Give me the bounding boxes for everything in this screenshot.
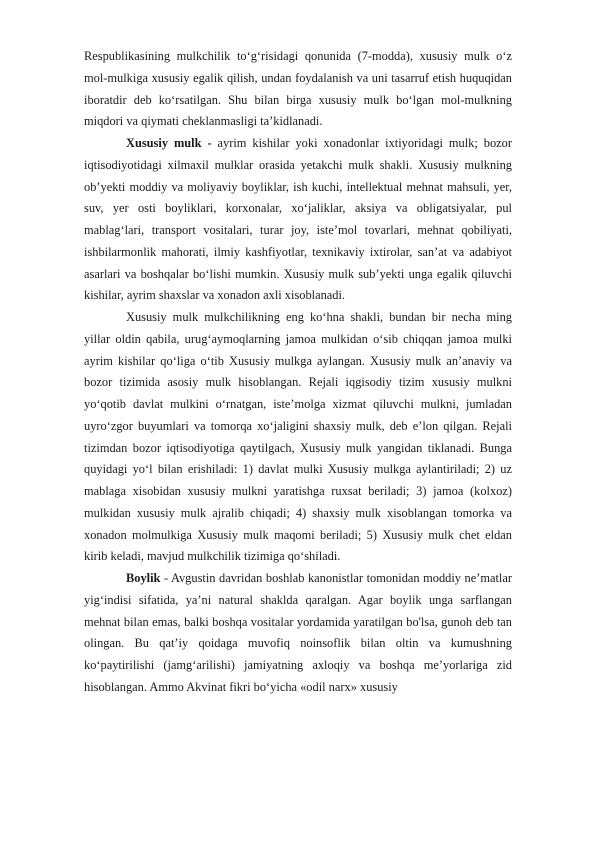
paragraph-2-term: Xususiy mulk - bbox=[126, 136, 212, 150]
paragraph-3 bbox=[84, 307, 512, 568]
paragraph-3-text: Xususiy mulk mulkchilikning eng ko‘hna shakli, bundan bir necha ming yillar oldin qabila, urug‘aymoqlarning jamoa mulkidan o‘sib chiqqan jamoa mulki ayrim kishilar qo‘liga o‘tib Xususiy mulkga aylangan. Xususiy mulk an’anaviy va bozor tizimida asosiy mulk hisoblangan. Rejali iqgisodiy tizim xususiy mulkni yo‘qotib davlat mulkini o‘rnatgan, iste’molga xizmat qiluvchi mulkni, jumladan uyro‘zgor buyumlari va tomorqa xo‘jaligini shaxsiy mulk, deb e’lon qilgan. Rejali tizimdan bozor iqtisodiyotiga qaytilgach, Xususiy mulk yangidan tiklanadi. Bunga quyidagi yo‘l bilan erishiladi: 1) davlat mulki Xususiy mulkga aylantiriladi; 2) uz mablaga xisobidan xususiy mulkni yaratishga ruxsat beriladi; 3) jamoa (kolxoz) mulkidan xususiy mulk ajralib chiqadi; 4) shaxsiy mulk xisoblangan tomorka va xonadon molmulkiga Xususiy mulk maqomi beriladi; 5) Xususiy mulk chet eldan kirib keladi, mavjud mulkchilik tizimiga qo‘shiladi. bbox=[84, 310, 512, 564]
paragraph-2 bbox=[84, 133, 512, 307]
paragraph-4 bbox=[84, 568, 512, 699]
paragraph-1 bbox=[84, 46, 512, 133]
paragraph-4-term: Boylik bbox=[126, 571, 161, 585]
paragraph-1-text: Respublikasining mulkchilik to‘g‘risidagi qonunida (7-modda), xususiy mulk o‘z mol-mulkiga xususiy egalik qilish, undan foydalanish va uni tasarruf etish huquqidan iboratdir deb ko‘rsatilgan. Shu bilan birga xususiy mulk bo‘lgan mol-mulkning miqdori va qiymati cheklanmasligi ta’kidlanadi. bbox=[84, 49, 512, 129]
paragraph-4-text: - Avgustin davridan boshlab kanonistlar tomonidan moddiy ne’matlar yig‘indisi sifatida, ya’ni natural shaklda qaralgan. Agar boylik unga sarflangan mehnat bilan emas, balki boshqa vositalar yordamida yaratilgan bo'lsa, gunoh deb tan olingan. Bu qat’iy qoidaga muvofiq noinsoflik bilan oltin va kumushning ko‘paytirilishi (jamg‘arilishi) jamiyatning axloqiy va boshqa me’yorlariga zid hisoblangan. Ammo Akvinat fikri bo‘yicha «odil narx» xususiy bbox=[84, 571, 512, 694]
paragraph-2-text: ayrim kishilar yoki xonadonlar ixtiyoridagi mulk; bozor iqtisodiyotidagi xilmaxil mulklar orasida yetakchi mulk shakli. Xususiy mulkning ob’yekti moddiy va moliyaviy boyliklar, ish kuchi, intellektual mehnat mahsuli, yer, suv, yer osti boyliklari, korxonalar, xo‘jaliklar, aksiya va obligatsiyalar, pul mablag‘lari, transport vositalari, turar joy, iste’mol tovarlari, mehnat qobiliyati, ishbilarmonlik mahorati, ilmiy kashfiyotlar, texnikaviy ixtirolar, san’at va adabiyot asarlari va boshqalar bo‘lishi mumkin. Xususiy mulk sub’yekti unga egalik qiluvchi kishilar, ayrim shaxslar va xonadon axli xisoblanadi. bbox=[84, 136, 512, 303]
document-page bbox=[84, 46, 512, 699]
